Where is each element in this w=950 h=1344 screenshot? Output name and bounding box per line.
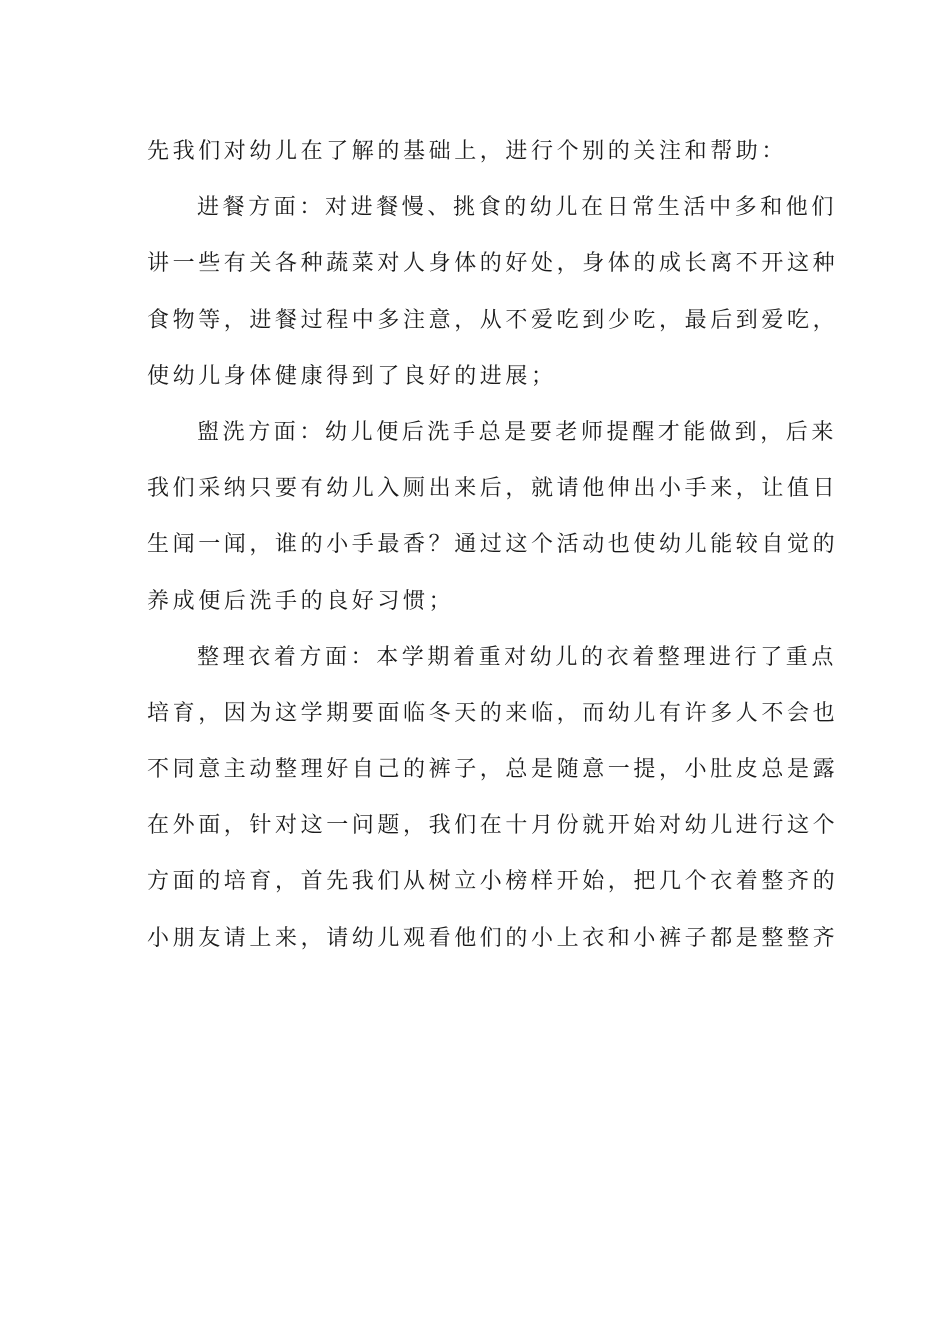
text-line: 讲一些有关各种蔬菜对人身体的好处，身体的成长离不开这种 — [147, 251, 839, 277]
paragraph-start-line: 盥洗方面：幼儿便后洗手总是要老师提醒才能做到，后来 — [197, 419, 838, 445]
text-line: 生闻一闻，谁的小手最香？通过这个活动也使幼儿能较自觉的 — [147, 532, 839, 558]
text-line: 先我们对幼儿在了解的基础上，进行个别的关注和帮助： — [147, 139, 788, 164]
text-line: 小朋友请上来，请幼儿观看他们的小上衣和小裤子都是整整齐 — [147, 925, 839, 951]
body-text — [147, 124, 839, 967]
text-line: 培育，因为这学期要面临冬天的来临，而幼儿有许多人不会也 — [147, 700, 839, 726]
text-line: 食物等，进餐过程中多注意，从不爱吃到少吃，最后到爱吃， — [147, 307, 839, 333]
text-line: 养成便后洗手的良好习惯； — [147, 588, 455, 614]
text-line: 方面的培育，首先我们从树立小榜样开始，把几个衣着整齐的 — [147, 869, 839, 895]
paragraph-start-line: 整理衣着方面：本学期着重对幼儿的衣着整理进行了重点 — [197, 644, 838, 670]
paragraph-start-line: 进餐方面：对进餐慢、挑食的幼儿在日常生活中多和他们 — [197, 195, 838, 221]
text-line: 不同意主动整理好自己的裤子，总是随意一提，小肚皮总是露 — [147, 757, 839, 783]
text-line: 我们采纳只要有幼儿入厕出来后，就请他伸出小手来，让值日 — [147, 476, 839, 502]
text-line: 在外面，针对这一问题，我们在十月份就开始对幼儿进行这个 — [147, 813, 839, 839]
text-line: 使幼儿身体健康得到了良好的进展； — [147, 363, 557, 389]
